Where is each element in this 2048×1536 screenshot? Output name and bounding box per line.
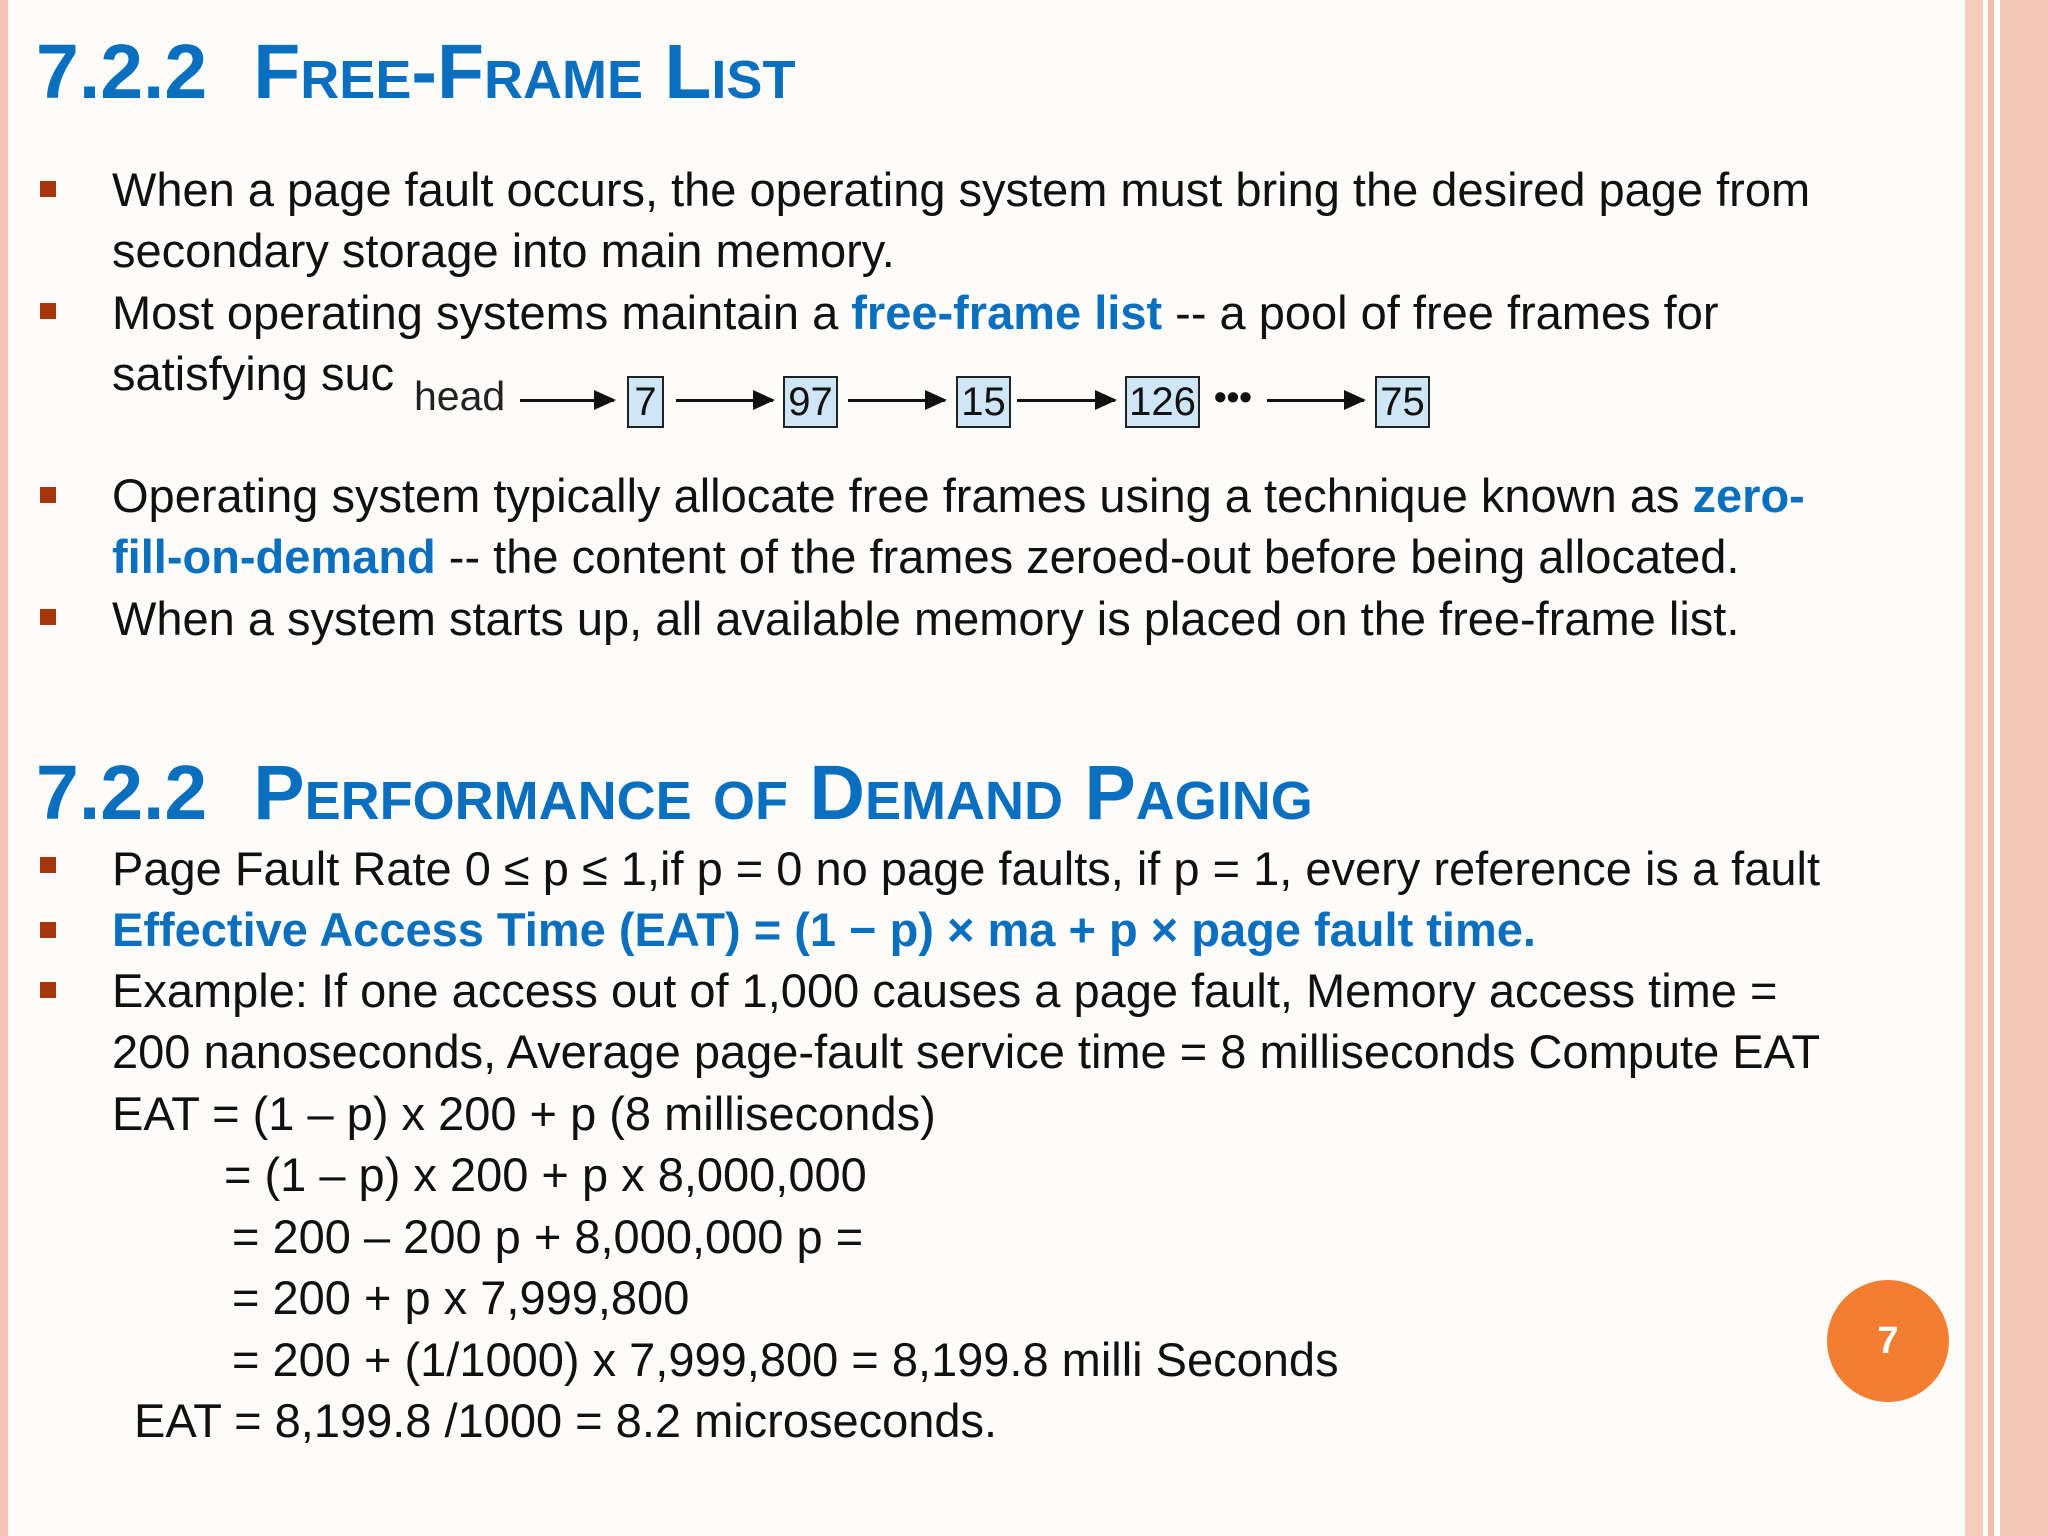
- slide-border-right-outer: [2000, 0, 2048, 1536]
- section-number: 7.2.2: [36, 750, 208, 836]
- bullet-marker: [40, 303, 56, 319]
- slide-border-left: [0, 0, 8, 1536]
- arrow-icon: [1017, 399, 1115, 402]
- calc-line: EAT = (1 – p) x 200 + p (8 milliseconds): [112, 1087, 936, 1140]
- bullet-marker: [40, 609, 56, 625]
- arrow-icon: [676, 399, 773, 402]
- bullet-marker: [40, 487, 56, 503]
- frame-node: 7: [627, 376, 664, 428]
- calc-line: = 200 + (1/1000) x 7,999,800 = 8,199.8 milli Seconds: [232, 1333, 1339, 1386]
- frame-node: 75: [1375, 376, 1430, 428]
- arrow-icon: [1267, 399, 1364, 402]
- slide-border-right: [1965, 0, 1983, 1536]
- page-number-badge: 7: [1827, 1280, 1949, 1402]
- bullet-text-page-fault-rate: Page Fault Rate 0 ≤ p ≤ 1,if p = 0 no page faults, if p = 1, every reference is a fault: [112, 842, 1821, 895]
- calc-line: = 200 + p x 7,999,800: [232, 1271, 690, 1324]
- bullet-text: When a page fault occurs, the operating system must bring the desired page from: [112, 163, 1811, 216]
- bullet-text-continued: fill-on-demand -- the content of the frames zeroed-out before being allocated.: [112, 530, 1740, 583]
- section-title-performance: [36, 750, 1313, 836]
- bullet-text-continued: satisfying suc: [112, 347, 395, 400]
- bullet-text-example: Example: If one access out of 1,000 causes a page fault, Memory access time =: [112, 964, 1778, 1017]
- bullet-marker: [40, 181, 56, 197]
- section-title-text: Free-Frame List: [253, 29, 796, 115]
- section-title-free-frame-list: [36, 29, 796, 115]
- bullet-text: Most operating systems maintain a free-frame list -- a pool of free frames for: [112, 286, 1719, 339]
- term-zero-fill-on-demand: zero-: [1692, 469, 1805, 522]
- arrow-icon: [848, 399, 945, 402]
- bullet-text-example-continued: 200 nanoseconds, Average page-fault service time = 8 milliseconds Compute EAT: [112, 1025, 1821, 1078]
- bullet-text: Operating system typically allocate free frames using a technique known as zero-: [112, 469, 1805, 522]
- frame-node: 126: [1125, 376, 1200, 428]
- section-title-text: Performance of Demand Paging: [253, 750, 1313, 836]
- term-free-frame-list: free-frame list: [851, 286, 1163, 339]
- calc-line: = (1 – p) x 200 + p x 8,000,000: [224, 1148, 867, 1201]
- frame-node: 97: [783, 376, 838, 428]
- calc-result: EAT = 8,199.8 /1000 = 8.2 microseconds.: [134, 1394, 998, 1447]
- frame-node: 15: [956, 376, 1011, 428]
- calc-line: = 200 – 200 p + 8,000,000 p =: [232, 1210, 864, 1263]
- bullet-marker: [40, 982, 56, 998]
- bullet-marker: [40, 857, 56, 873]
- list-head-label: head: [410, 373, 509, 420]
- ellipsis: •••: [1214, 376, 1252, 417]
- bullet-marker: [40, 922, 56, 938]
- section-number: 7.2.2: [36, 29, 208, 115]
- arrow-icon: [520, 399, 614, 402]
- bullet-text-continued: secondary storage into main memory.: [112, 224, 895, 277]
- bullet-text: When a system starts up, all available memory is placed on the free-frame list.: [112, 592, 1740, 645]
- slide-border-right-line: [1988, 0, 1994, 1536]
- bullet-text-eat-formula: Effective Access Time (EAT) = (1 − p) × ma + p × page fault time.: [112, 903, 1536, 956]
